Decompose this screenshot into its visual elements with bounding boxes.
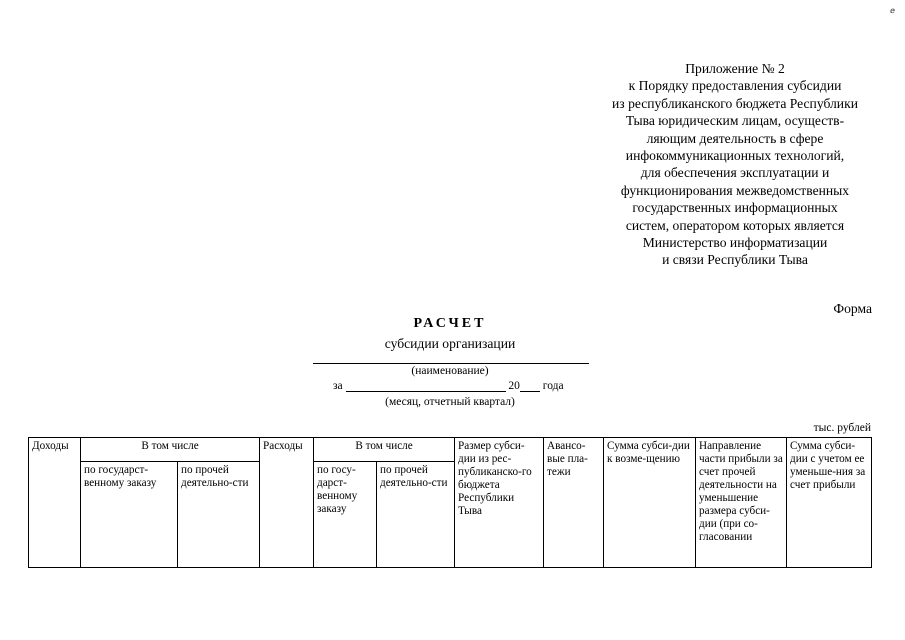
appendix-line: из республиканского бюджета Республики: [612, 95, 858, 111]
col-income-incl: В том числе: [81, 438, 260, 462]
appendix-line: и связи Республики Тыва: [662, 252, 808, 268]
period-year-prefix: 20: [508, 380, 520, 392]
col-subsidy-reduced: Сумма субси-дии с учетом ее уменьше-ния за счет прибыли: [787, 438, 872, 568]
year-blank: [520, 380, 540, 392]
document-title: РАСЧЕТ: [413, 316, 487, 331]
period-year-suffix: года: [542, 380, 564, 392]
col-income-gov: по государст-венному заказу: [81, 462, 178, 568]
appendix-header: [585, 60, 885, 269]
calculation-table: [28, 437, 872, 568]
col-expenses-other: по прочей деятельно-сти: [377, 462, 455, 568]
document-subtitle: субсидии организации: [384, 336, 516, 351]
col-expenses-gov: по госу-дарст-венному заказу: [314, 462, 377, 568]
organization-name-caption: (наименование): [411, 365, 489, 377]
col-subsidy-size: Размер субси-дии из рес-публиканско-го бюджета Республики Тыва: [455, 438, 544, 568]
units-label: тыс. рублей: [813, 422, 871, 434]
form-label: Форма: [833, 301, 872, 316]
organization-name-line: [313, 363, 589, 364]
col-profit-direction: Направление части прибыли за счет прочей деятельности на уменьшение размера субси-дии (при со-гласовании: [696, 438, 787, 568]
period-line: [333, 380, 564, 392]
appendix-line: ляющим деятельность в сфере: [646, 130, 824, 146]
appendix-line: Приложение № 2: [685, 61, 785, 76]
col-expenses-incl: В том числе: [314, 438, 455, 462]
appendix-line: Министерство информатизации: [642, 235, 828, 251]
period-prefix: за: [333, 380, 343, 392]
col-refund: Сумма субси-дии к возме-щению: [604, 438, 696, 568]
appendix-line: к Порядку предоставления субсидии: [628, 78, 842, 94]
period-caption: (месяц, отчетный квартал): [385, 396, 515, 408]
col-income: Доходы: [29, 438, 81, 568]
period-blank: [346, 380, 506, 392]
appendix-line: государственных информационных: [632, 200, 838, 216]
appendix-line: систем, оператором которых является: [625, 217, 845, 233]
appendix-line: инфокоммуникационных технологий,: [625, 148, 845, 164]
appendix-line: для обеспечения эксплуатации и: [640, 165, 830, 181]
appendix-line: Тыва юридическим лицам, осуществ-: [625, 113, 845, 129]
appendix-line: функционирования межведомственных: [620, 182, 850, 198]
col-advance: Авансо-вые пла-тежи: [544, 438, 604, 568]
corner-mark: ⅇ: [889, 6, 895, 15]
col-expenses: Расходы: [260, 438, 314, 568]
col-income-other: по прочей деятельно-сти: [178, 462, 260, 568]
